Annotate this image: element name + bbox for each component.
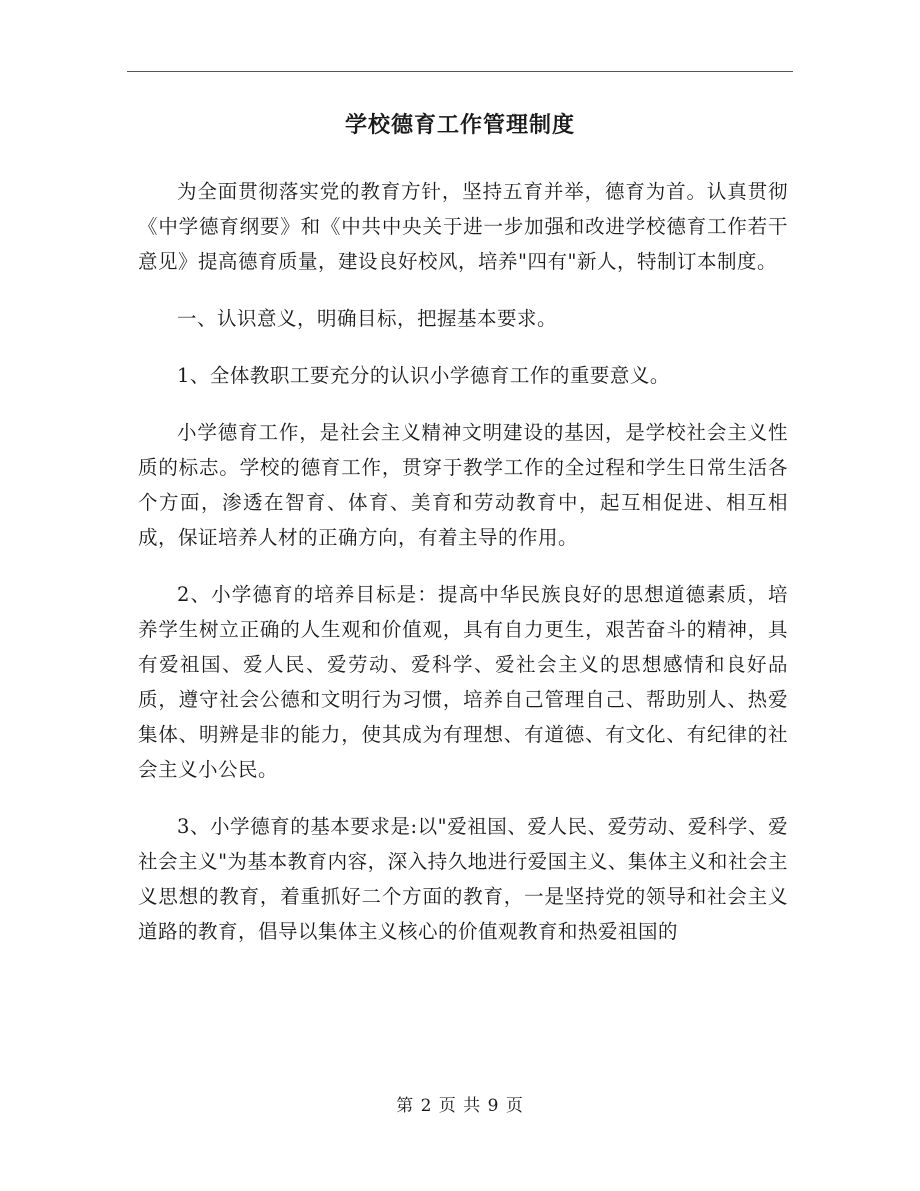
item-3-requirements: 3、小学德育的基本要求是:以"爱祖国、爱人民、爱劳动、爱科学、爱社会主义"为基本教育内容，深入持久地进行爱国主义、集体主义和社会主义思想的教育，着重抓好二个方面的教育，一是坚持党的领导和社会主义道路的教育，倡导以集体主义核心的价值观教育和热爱祖国的 [138, 815, 788, 943]
document-body [138, 174, 788, 971]
section-heading-1: 一、认识意义，明确目标，把握基本要求。 [177, 307, 558, 330]
page-title: 学校德育工作管理制度 [344, 112, 575, 138]
item-1: 1、全体教职工要充分的认识小学德育工作的重要意义。 [177, 364, 670, 387]
header-rule [127, 71, 793, 72]
paragraph-significance: 小学德育工作，是社会主义精神文明建设的基因，是学校社会主义性质的标志。学校的德育工作，贯穿于教学工作的全过程和学生日常生活各个方面，渗透在智育、体育、美育和劳动教育中，起互相促进、相互相成，保证培养人材的正确方向，有着主导的作用。 [138, 421, 788, 549]
paragraph-intro: 为全面贯彻落实党的教育方针，坚持五育并举，德育为首。认真贯彻《中学德育纲要》和《中共中央关于进一步加强和改进学校德育工作若干意见》提高德育质量，建设良好校风，培养"四有"新人，特制订本制度。 [138, 180, 788, 273]
item-2-goals: 2、小学德育的培养目标是：提高中华民族良好的思想道德素质，培养学生树立正确的人生观和价值观，具有自力更生，艰苦奋斗的精神，具有爱祖国、爱人民、爱劳动、爱科学、爱社会主义的思想感情和良好品质，遵守社会公德和文明行为习惯，培养自己管理自己、帮助别人、热爱集体、明辨是非的能力，使其成为有理想、有道德、有文化、有纪律的社会主义小公民。 [138, 583, 788, 781]
page-number: 第 2 页 共 9 页 [396, 1096, 524, 1116]
